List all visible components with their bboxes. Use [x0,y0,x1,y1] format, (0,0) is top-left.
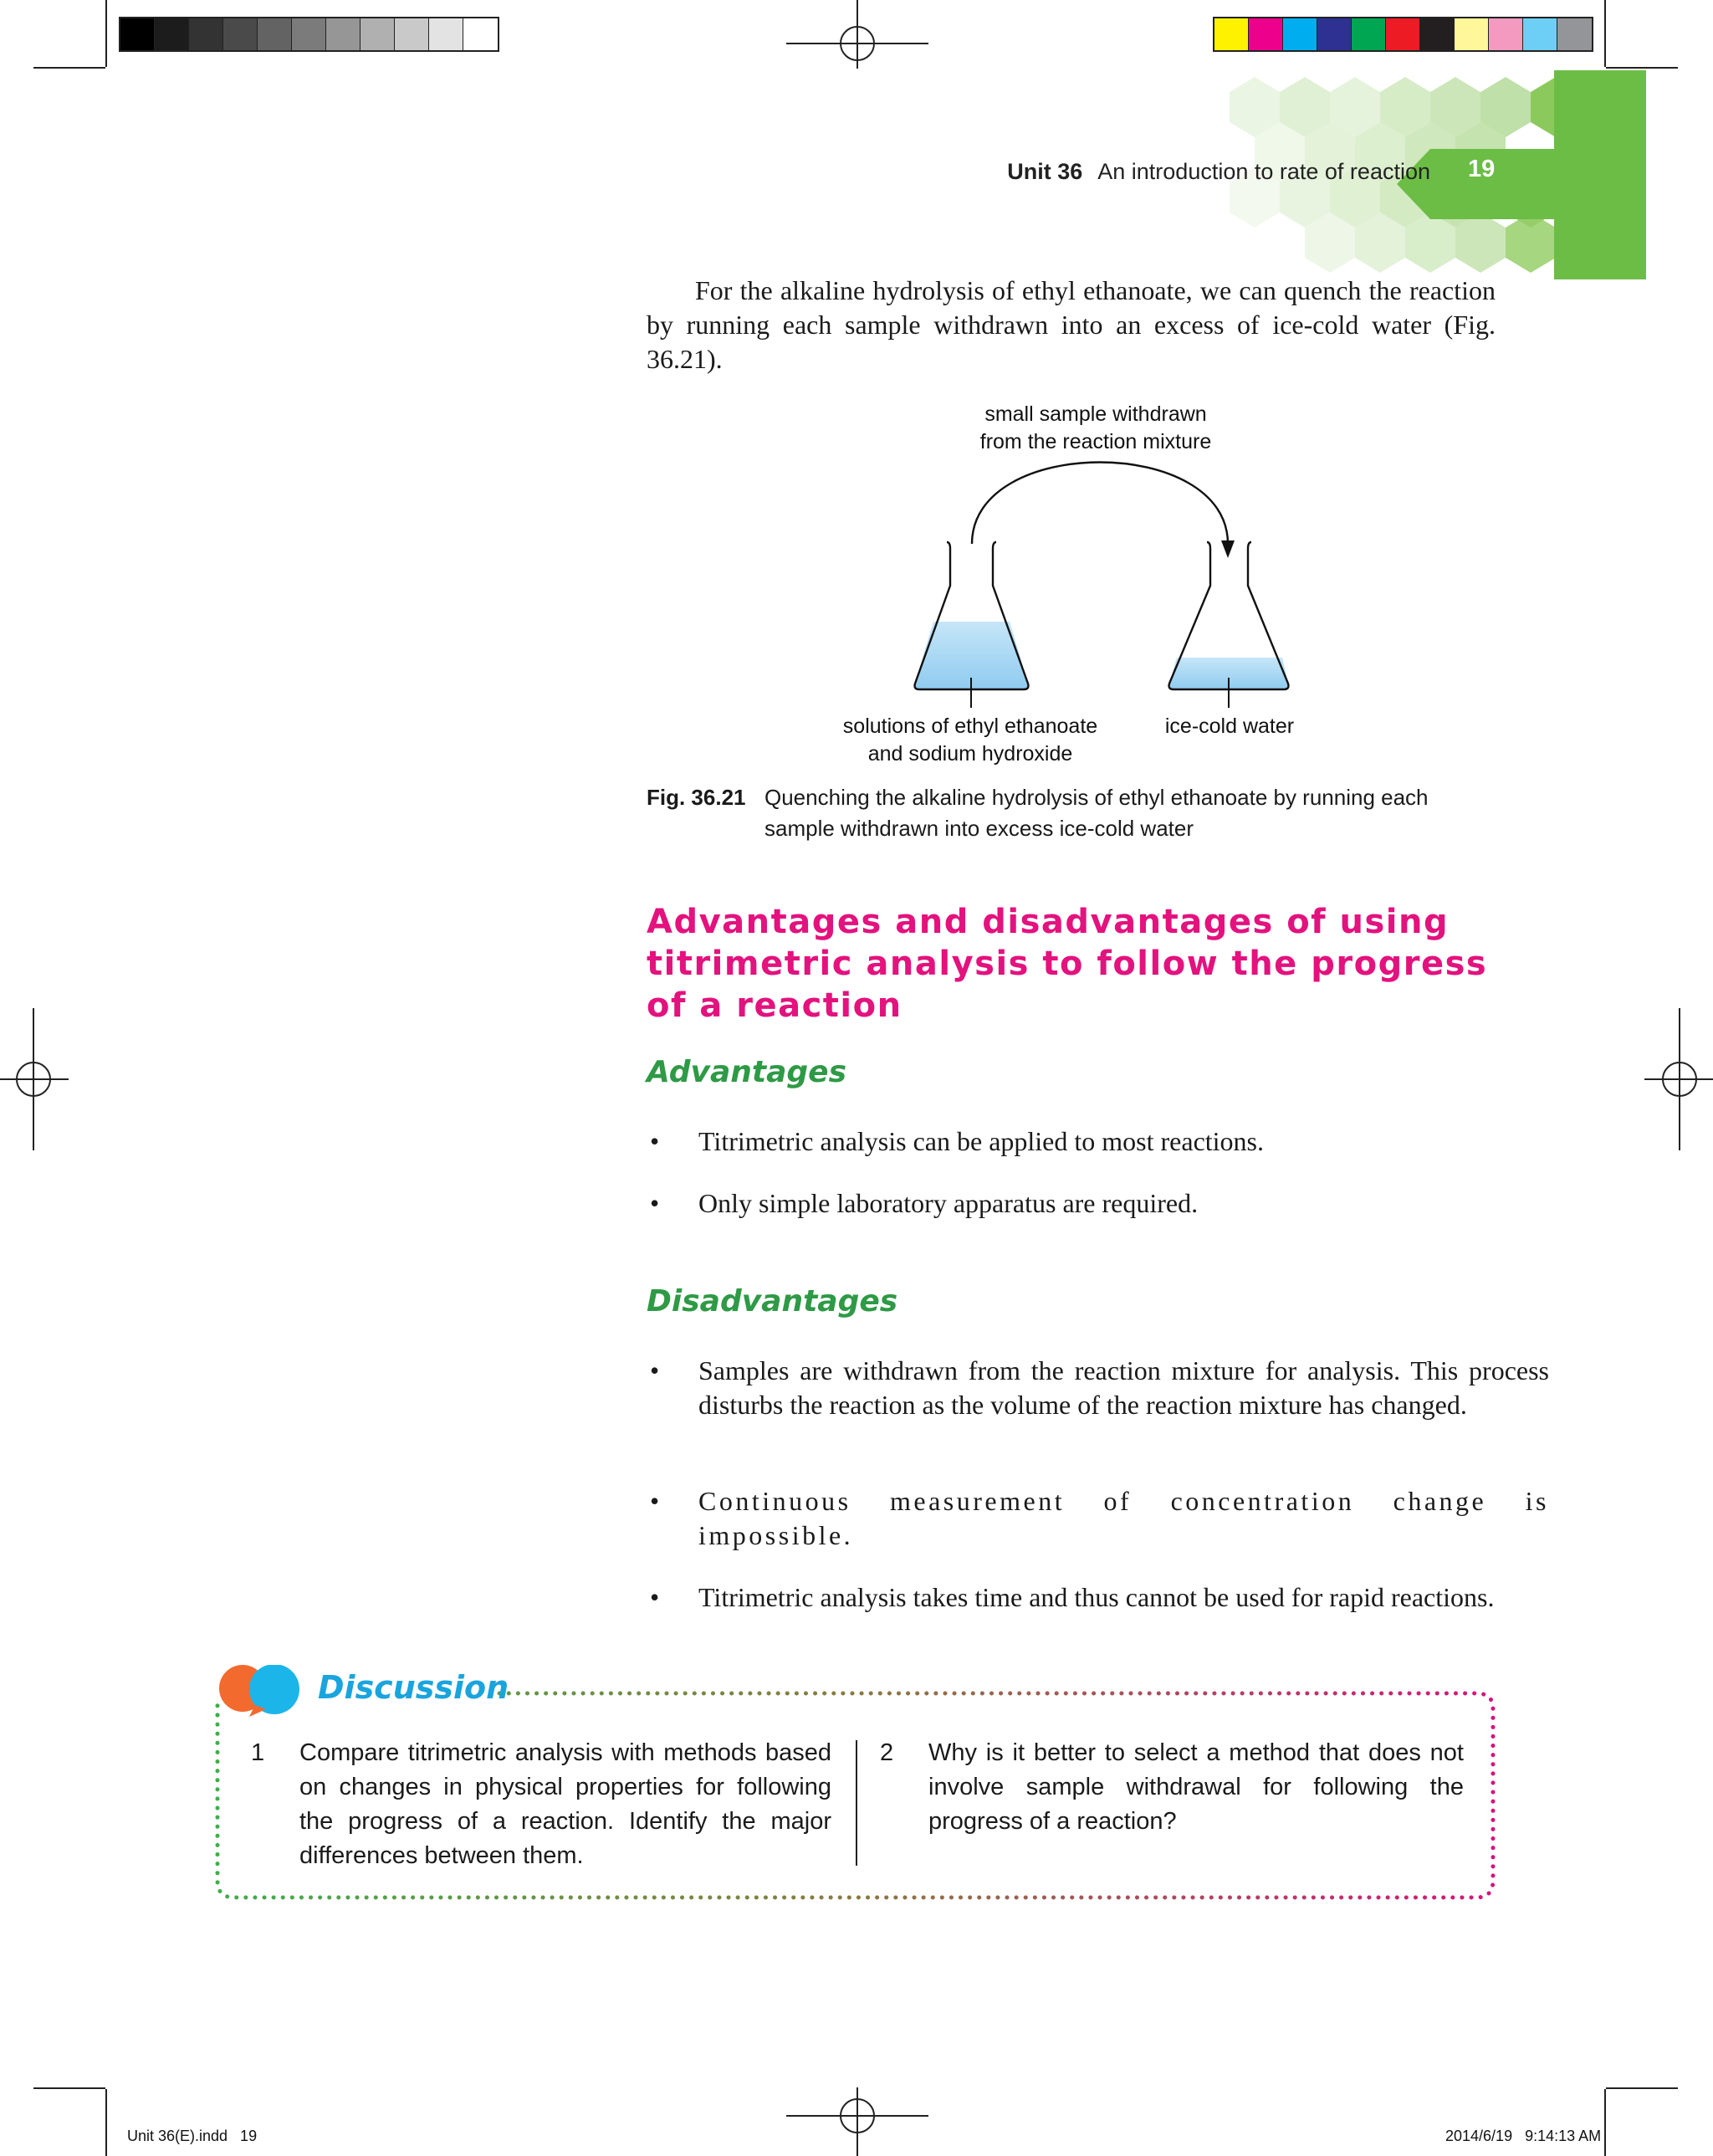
caption-number: Fig. 36.21 [647,785,746,810]
discussion-divider [856,1740,857,1866]
advantages-heading: Advantages [647,1055,847,1089]
arrow-label [928,401,1263,456]
caption-line2: sample withdrawn into excess ice-cold water [764,816,1194,841]
right-flask-label: ice-cold water [1164,714,1295,738]
section-title-line1: Advantages and disadvantages of using [647,903,1450,941]
unit-number: Unit 36 [1007,159,1083,184]
advantage-text: Only simple laboratory apparatus are required. [698,1188,1199,1218]
left-flask-label-line1: solutions of ethyl ethanoate [842,714,1098,738]
intro-paragraph: For the alkaline hydrolysis of ethyl ethanoate, we can quench the reaction by running each sample withdrawn into an excess of ice-cold water (Fig. 36.21). [647,275,1496,374]
arrow-label-line1: small sample withdrawn [984,402,1207,426]
registration-mark-bottom [786,2087,928,2156]
disadvantage-text: Samples are withdrawn from the reaction mixture for analysis. This process disturbs the reaction as the volume of the reaction mixture has changed. [698,1355,1549,1420]
running-head [954,159,1430,185]
disadvantages-heading: Disadvantages [647,1284,898,1319]
arrow-head [1221,540,1235,558]
discussion-title: Discussion [318,1669,509,1706]
slug-left: Unit 36(E).indd 19 [127,2128,258,2144]
discussion-bubbles-icon [219,1665,299,1717]
section-title [647,901,1567,1027]
question-number: 2 [880,1739,894,1766]
disadvantage-text: Titrimetric analysis takes time and thus cannot be used for rapid reactions. [698,1582,1495,1612]
quenching-diagram [903,452,1305,720]
bullet-icon: • [650,1486,660,1516]
bullet-icon: • [650,1126,660,1156]
registration-mark-right [1644,1008,1713,1150]
grayscale-bar [119,17,499,52]
left-flask-label [820,713,1121,768]
bullet-icon: • [650,1582,660,1612]
bullet-icon: • [650,1188,660,1218]
question-text: Compare titrimetric analysis with methods based on changes in physical properties for following the progress of a reaction. Identify the major differences between them. [299,1739,831,1869]
bullet-icon: • [650,1355,660,1385]
registration-mark-left [0,1008,69,1150]
question-text: Why is it better to select a method that does not involve sample withdrawal for following the progress of a reaction? [928,1739,1464,1835]
transfer-arrow [972,463,1228,545]
disadvantage-text: Continuous measurement of concentration change is impossible. [698,1486,1549,1550]
unit-title: An introduction to rate of reaction [1097,159,1430,184]
arrow-label-line2: from the reaction mixture [979,430,1212,453]
question-number: 1 [251,1739,265,1766]
caption-line1: Quenching the alkaline hydrolysis of ethyl ethanoate by running each [764,785,1429,810]
page-number: 19 [1468,156,1496,182]
advantage-text: Titrimetric analysis can be applied to most reactions. [698,1126,1264,1156]
registration-mark-top [786,0,928,69]
slug-right: 2014/6/19 9:14:13 AM [1445,2128,1602,2144]
section-title-line3: of a reaction [647,986,903,1025]
color-bar [1213,17,1593,52]
section-title-line2: titrimetric analysis to follow the progress [647,945,1488,983]
left-flask-label-line2: and sodium hydroxide [867,742,1073,766]
